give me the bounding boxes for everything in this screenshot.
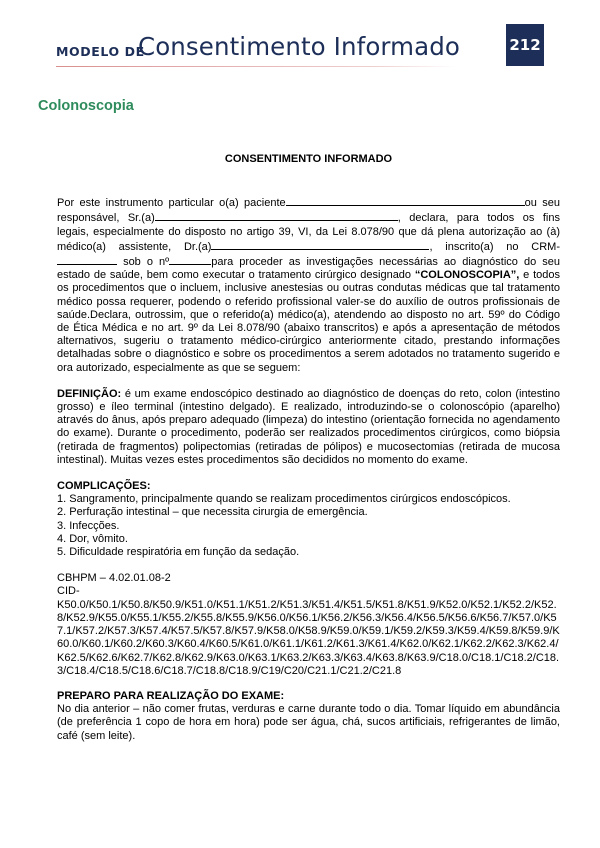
crm-state-blank[interactable]: [57, 254, 117, 265]
brand-prefix: MODELO DE: [56, 44, 145, 59]
procedure-name: “COLONOSCOPIA”,: [414, 269, 520, 282]
document-title: CONSENTIMENTO INFORMADO: [224, 153, 393, 165]
patient-name-blank[interactable]: [286, 195, 525, 206]
cid-code-list: K50.0/K50.1/K50.8/K50.9/K51.0/K51.1/K51.2/K51.3/K51.4/K51.5/K51.8/K51.9/K52.0/K52.1/K52.2/K52.8/K52.9/K55.0/K55.1/K55.2/K55.8/K55.9/K56.0/K56.1/K56.2/K56.3/K56.4/K56.5/K56.6/K56.7/K57.0/K57.1/K57.2/K57.3/K57.4/K57.5/K57.8/K57.9/K58.0/K58.9/K59.0/K59.1/K59.2/K59.3/K59.4/K59.8/K59.9/K60.0/K60.1/K60.2/K60.3/K60.4/K60.5/K61.0/K61.1/K61.2/K61.3/K61.4/K62.0/K62.1/K62.2/K62.3/K62.4/K62.5/K62.6/K62.7/K62.8/K62.9/K63.0/K63.1/K63.2/K63.3/K63.4/K63.8/K63.9/C18.0/C18.1/C18.2/C18.3/C18.4/C18.5/C18.6/C18.7/C18.8/C18.9/C19/C20/C21.1/C21.2/C21.8: [57, 598, 560, 677]
cbhpm-code: CBHPM – 4.02.01.08-2: [57, 572, 171, 585]
definition-label: DEFINIÇÃO:: [57, 387, 122, 400]
page-header: [56, 30, 516, 70]
definition-paragraph: DEFINIÇÃO: é um exame endoscópico destinado ao diagnóstico de doenças do reto, colon (intestino grosso) e íleo terminal (intestino delgado). E realizado, introduzindo-se o colonoscópio (aparelho) através do ânus, após preparo adequado (limpeza) do intestino (orientação fornecida no agendamento do exame). Durante o procedimento, poderão ser realizados procedimentos cirúrgicos, como biópsia (retirada de fragmentos) polipectomias (retiradas de pólipos) e mucosectomias (retirada de mucosa intestinal). Muitas vezes estes procedimentos são decididos no momento do exame.: [57, 387, 560, 466]
doctor-name-blank[interactable]: [211, 239, 429, 250]
document-body: [57, 153, 560, 743]
preparation-label: PREPARO PARA REALIZAÇÃO DO EXAME:: [57, 689, 285, 702]
consent-paragraph: Por este instrumento particular o(a) paciente ou seu responsável, Sr.(a) , declara, para todos os fins legais, especialmente do disposto no artigo 39, VI, da Lei 8.078/90 que dá plena autorização ao (à) médico(a) assistente, Dr.(a) , inscrito(a) no CRM- sob o nº para proceder as investigações necessárias ao diagnóstico do seu estado de saúde, bem como executar o tratamento cirúrgico designado “COLONOSCOPIA”, e todos os procedimentos que o incluem, inclusive anestesias ou outras condutas médicas que tal tratamento médico possa requerer, podendo o referido profissional valer-se do auxílio de outros profissionais de saúde.Declara, outrossim, que o referido(a) médico(a), atendendo ao disposto no art. 59º do Código de Ética Médica e no art. 9º da Lei 8.078/90 (abaixo transcritos) e após a apresentação de métodos alternativos, sugeriu o tratamento médico-cirúrgico anteriormente citado, prestando informações detalhadas sobre o diagnóstico e sobre os procedimentos a serem adotados no tratamento sugerido e ora autorizado, especialmente as que se seguem:: [57, 197, 561, 374]
brand-title: Consentimento Informado: [138, 32, 460, 61]
complication-item: 4. Dor, vômito.: [57, 532, 128, 545]
preparation-text: No dia anterior – não comer frutas, verduras e carne durante todo o dia. Tomar líquido em abundância (de preferência 1 copo de hora em hora) pode ser água, chá, sucos artificiais, refrigerantes de limão, café (sem leite).: [57, 703, 560, 742]
complication-item: 1. Sangramento, principalmente quando se realizam procedimentos cirúrgicos endoscópicos.: [57, 493, 511, 506]
responsible-name-blank[interactable]: [155, 210, 398, 221]
complication-item: 3. Infecções.: [57, 519, 120, 532]
complication-item: 5. Dificuldade respiratória em função da sedação.: [57, 546, 300, 559]
header-divider: [56, 66, 456, 67]
complication-item: 2. Perfuração intestinal – que necessita cirurgia de emergência.: [57, 506, 368, 519]
section-title: Colonoscopia: [38, 98, 134, 114]
crm-number-blank[interactable]: [169, 254, 211, 265]
complications-label: COMPLICAÇÕES:: [57, 480, 151, 493]
cid-label: CID-: [57, 585, 80, 598]
page-number-badge: 212: [506, 24, 544, 66]
